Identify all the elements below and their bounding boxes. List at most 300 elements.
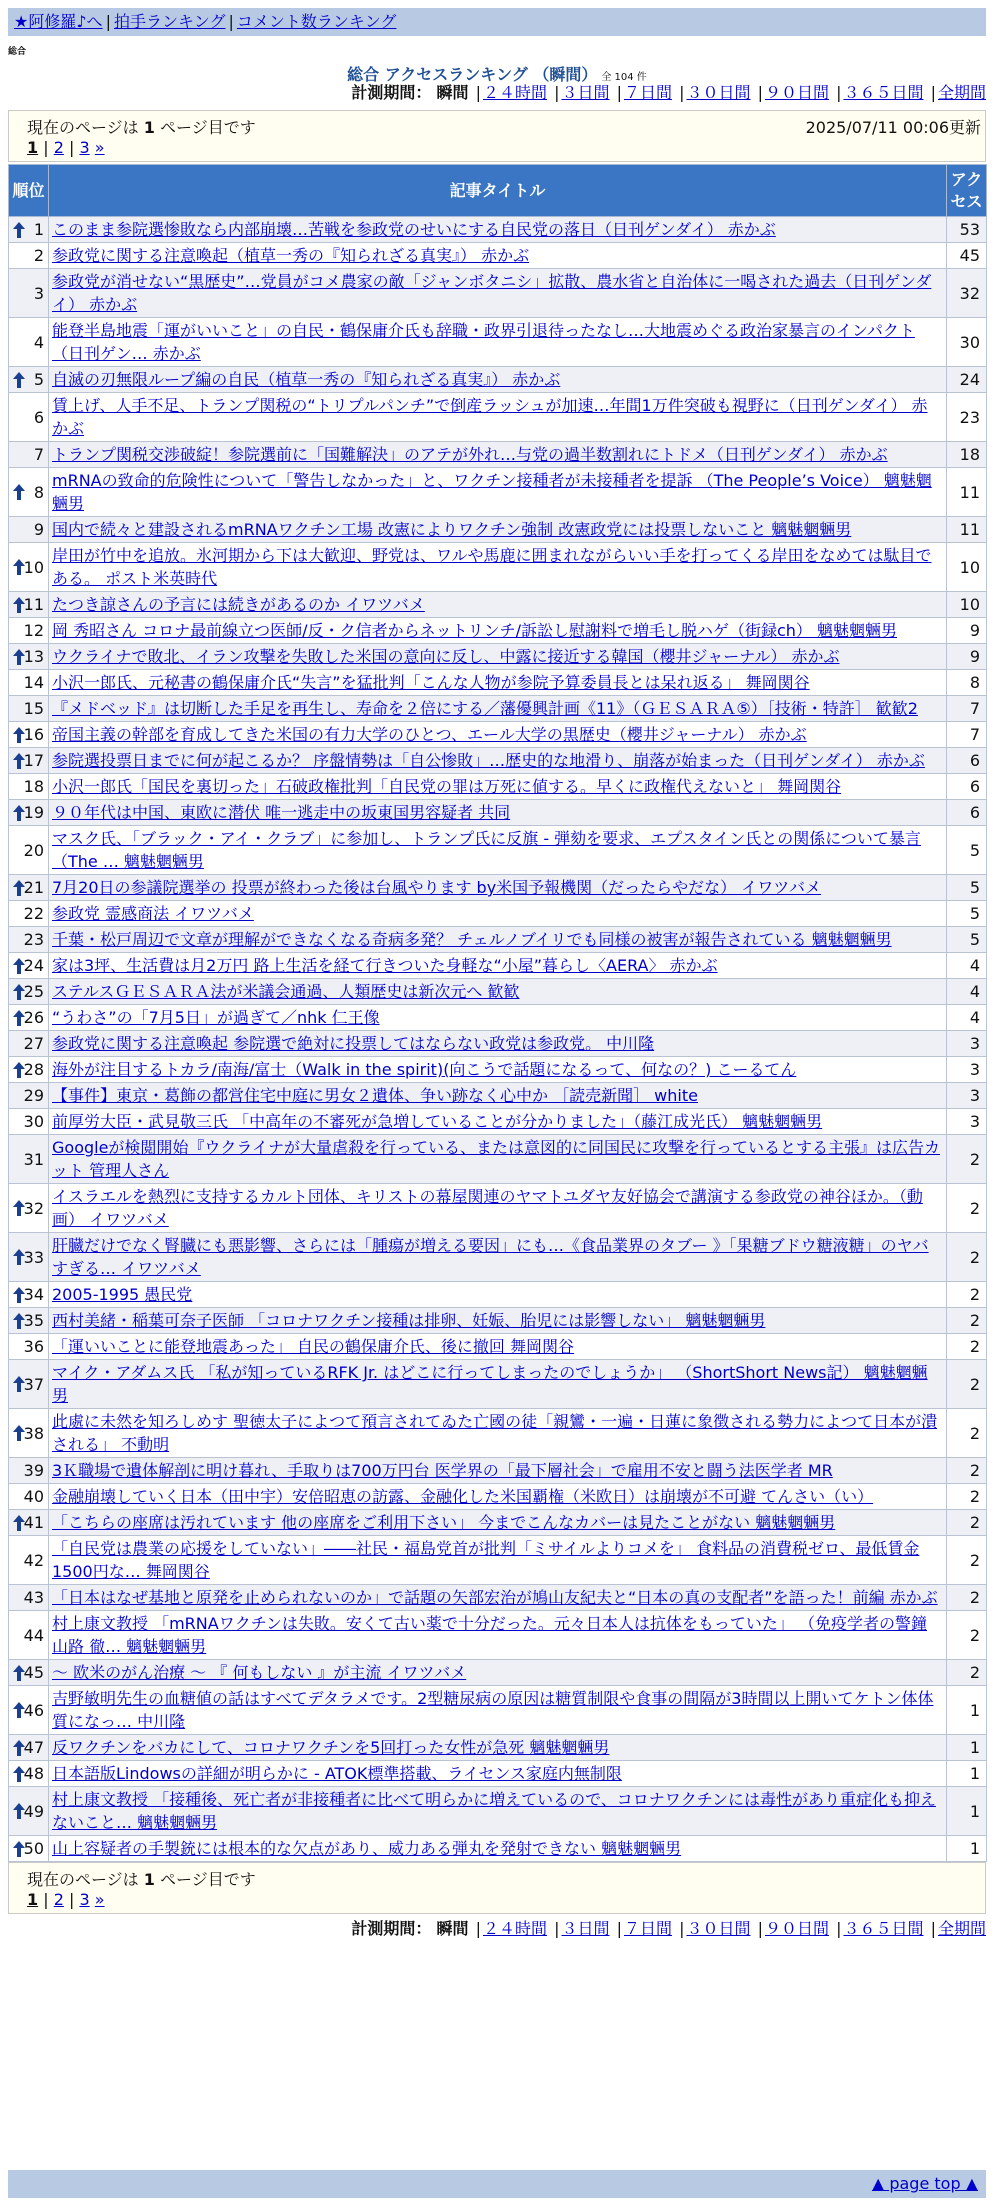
- page-top-link[interactable]: ▲ page top ▲: [871, 2174, 978, 2193]
- access-count: 2: [947, 1233, 987, 1282]
- article-link[interactable]: このまま参院選惨敗なら内部崩壊…苦戦を参政党のせいにする自民党の落日（日刊ゲンダイ） 赤かぶ: [52, 220, 776, 239]
- access-count: 10: [947, 592, 987, 618]
- article-link[interactable]: 参院選投票日までに何が起こるか？ 序盤情勢は「自公惨敗」…歴史的な地滑り、崩落が始まった（日刊ゲンダイ） 赤かぶ: [52, 751, 925, 770]
- table-row: [9, 1109, 987, 1135]
- article-link[interactable]: 【事件】東京・葛飾の都営住宅中庭に男女２遺体、争い跡なく心中か ［読売新聞］ white: [52, 1086, 698, 1105]
- up-arrow-icon: [13, 1287, 25, 1303]
- rank-cell: [9, 1282, 49, 1308]
- rank-number: 31: [23, 1149, 44, 1169]
- access-count: 5: [947, 927, 987, 953]
- access-count: 2: [947, 1360, 987, 1409]
- rank-cell: [9, 953, 49, 979]
- article-link[interactable]: 岸田が竹中を追放。氷河期から下は大歓迎、野党は、ワルや馬鹿に囲まれながらいい手を打ってくる岸田をなめては駄目である。 ポスト米英時代: [52, 546, 932, 588]
- rank-number: 7: [33, 445, 44, 464]
- period-selector-bottom: 計測期間： 瞬間 | ２４時間 | ３日間 | ７日間 | ３０日間 | ９０日間 | ３６５日間 | 全期間: [351, 1919, 986, 1938]
- title-cell: [49, 1458, 947, 1484]
- table-row: [9, 1836, 987, 1862]
- title-cell: [49, 442, 947, 468]
- pager-status: 現在のページは 1 ページ目です: [27, 118, 256, 137]
- access-count: 5: [947, 875, 987, 901]
- article-link[interactable]: 反ワクチンをバカにして、コロナワクチンを5回打った女性が急死 魑魅魍魎男: [52, 1738, 610, 1757]
- rank-cell: [9, 1184, 49, 1233]
- page-current: 1: [27, 1890, 39, 1909]
- up-arrow-icon: [13, 984, 25, 1000]
- table-row: [9, 1510, 987, 1536]
- table-row: [9, 927, 987, 953]
- up-arrow-icon: [13, 1249, 25, 1265]
- table-row: [9, 1611, 987, 1660]
- rank-number: 22: [23, 904, 44, 923]
- rank-cell: [9, 1735, 49, 1761]
- article-link[interactable]: 「こちらの座席は汚れています 他の座席をご利用下さい」 今までこんなカバーは見たことがない 魑魅魍魎男: [52, 1513, 836, 1532]
- article-link[interactable]: 山上容疑者の手製銃には根本的な欠点があり、威力ある弾丸を発射できない 魑魅魍魎男: [52, 1839, 682, 1858]
- title-cell: [49, 468, 947, 517]
- title-cell: [49, 1761, 947, 1787]
- up-arrow-icon: [13, 222, 25, 238]
- up-arrow-icon: [13, 1803, 25, 1819]
- article-link[interactable]: mRNAの致命的危険性について「警告しなかった」と、ワクチン接種者が未接種者を提訴 （The People’s Voice） 魑魅魍魎男: [52, 471, 932, 513]
- title-cell: [49, 1308, 947, 1334]
- title-cell: [49, 953, 947, 979]
- rank-cell: [9, 1031, 49, 1057]
- rank-cell: [9, 217, 49, 243]
- access-count: 2: [947, 1458, 987, 1484]
- access-count: 7: [947, 722, 987, 748]
- rank-number: 32: [23, 1198, 44, 1218]
- title-cell: [49, 217, 947, 243]
- up-arrow-icon: [13, 1841, 25, 1857]
- rank-number: 8: [33, 482, 44, 502]
- nav-link-asyura[interactable]: ★阿修羅♪へ: [14, 12, 103, 31]
- access-count: 11: [947, 468, 987, 517]
- rank-cell: [9, 1083, 49, 1109]
- rank-number: 21: [23, 878, 44, 897]
- access-count: 9: [947, 618, 987, 644]
- table-row: [9, 1536, 987, 1585]
- article-link[interactable]: 能登半島地震「運がいいこと」の自民・鶴保庸介氏も辞職・政界引退待ったなし…大地震めぐる政治家暴言のインパクト（日刊ゲン… 赤かぶ: [52, 321, 915, 363]
- rank-cell: [9, 1005, 49, 1031]
- access-count: 4: [947, 953, 987, 979]
- access-count: 2: [947, 1660, 987, 1686]
- page-link-3[interactable]: 3: [79, 138, 90, 157]
- access-count: 2: [947, 1611, 987, 1660]
- rank-number: 49: [23, 1801, 44, 1821]
- article-link[interactable]: 「運いいことに能登地震あった」 自民の鶴保庸介氏、後に撤回 舞岡関谷: [52, 1337, 575, 1356]
- title-cell: [49, 748, 947, 774]
- rank-number: 43: [23, 1588, 44, 1607]
- article-link[interactable]: 此處に未然を知ろしめす 聖徳太子によつて預言されてゐた亡國の徒「親鸞・一遍・日蓮に象徴される勢力によつて日本が潰される」 不動明: [52, 1412, 938, 1454]
- access-count: 2: [947, 1135, 987, 1184]
- article-link[interactable]: 参政党に関する注意喚起（植草一秀の『知られざる真実』） 赤かぶ: [52, 246, 530, 265]
- rank-number: 9: [33, 520, 44, 539]
- up-arrow-icon: [13, 1313, 25, 1329]
- article-link[interactable]: たつき諒さんの予言には続きがあるのか イワツバメ: [52, 595, 425, 614]
- title-cell: [49, 774, 947, 800]
- access-count: 2: [947, 1308, 987, 1334]
- article-link[interactable]: 国内で続々と建設されるmRNAワクチン工場 改憲によりワクチン強制 改憲政党には投票しないこと 魑魅魍魎男: [52, 520, 852, 539]
- up-arrow-icon: [13, 1425, 25, 1441]
- rank-number: 1: [33, 220, 44, 239]
- title-cell: [49, 696, 947, 722]
- top-nav-bar: [8, 8, 986, 36]
- table-header-row: [9, 165, 987, 217]
- period-3d[interactable]: ３日間: [561, 1919, 610, 1938]
- title-cell: [49, 592, 947, 618]
- article-link[interactable]: 2005-1995 愚民党: [52, 1285, 193, 1304]
- table-row: [9, 1005, 987, 1031]
- period-30d[interactable]: ３０日間: [686, 1919, 751, 1938]
- up-arrow-icon: [13, 484, 25, 500]
- title-cell: [49, 1585, 947, 1611]
- period-365d[interactable]: ３６５日間: [843, 1919, 924, 1938]
- page-next-link[interactable]: »: [94, 138, 105, 157]
- table-row: [9, 670, 987, 696]
- period-all[interactable]: 全期間: [937, 83, 986, 102]
- article-link[interactable]: 西村美緒・稲葉可奈子医師 「コロナワクチン接種は排卵、妊娠、胎児には影響しない」 魑魅魍魎男: [52, 1311, 766, 1330]
- article-link[interactable]: Googleが検閲開始『ウクライナが大量虐殺を行っている、または意図的に同国民に攻撃を行っているとする主張』は広告カット 管理人さん: [52, 1138, 940, 1180]
- page-current: 1: [27, 138, 39, 157]
- rank-number: 25: [23, 982, 44, 1001]
- access-count: 1: [947, 1735, 987, 1761]
- rank-cell: [9, 1409, 49, 1458]
- article-link[interactable]: イスラエルを熱烈に支持するカルト団体、キリストの幕屋関連のヤマトユダヤ友好協会で講演する参政党の神谷ほか。（動画） イワツバメ: [52, 1187, 923, 1229]
- access-count: 1: [947, 1787, 987, 1836]
- title-cell: [49, 393, 947, 442]
- rank-number: 15: [23, 699, 44, 718]
- rank-number: 47: [23, 1738, 44, 1757]
- period-365d[interactable]: ３６５日間: [843, 83, 924, 102]
- table-row: [9, 800, 987, 826]
- page-next-link[interactable]: »: [94, 1890, 105, 1909]
- header-rank: 順位: [9, 165, 49, 217]
- title-cell: [49, 1282, 947, 1308]
- title-cell: [49, 1735, 947, 1761]
- rank-number: 17: [23, 751, 44, 770]
- title-cell: [49, 1484, 947, 1510]
- table-row: [9, 318, 987, 367]
- article-link[interactable]: 小沢一郎氏、元秘書の鶴保庸介氏“失言”を猛批判「こんな人物が参院予算委員長とは呆れ返る」 舞岡関谷: [52, 673, 810, 692]
- up-arrow-icon: [13, 805, 25, 821]
- title-cell: [49, 1083, 947, 1109]
- period-24h[interactable]: ２４時間: [482, 1919, 547, 1938]
- access-count: 9: [947, 644, 987, 670]
- title-cell: [49, 901, 947, 927]
- ranking-table: [8, 164, 987, 1862]
- article-link[interactable]: ステルスＧＥＳＡＲＡ法が米議会通過、人類歴史は新次元へ 歓歓: [52, 982, 520, 1001]
- rank-cell: [9, 1836, 49, 1862]
- rank-cell: [9, 393, 49, 442]
- title-cell: [49, 1005, 947, 1031]
- period-7d[interactable]: ７日間: [623, 83, 672, 102]
- table-row: [9, 1233, 987, 1282]
- article-link[interactable]: 岡 秀昭さん コロナ最前線立つ医師/反・ク信者からネットリンチ/訴訟し慰謝料で増毛し脱ハゲ（街録ch） 魑魅魍魎男: [52, 621, 897, 640]
- title-cell: [49, 318, 947, 367]
- title-cell: [49, 927, 947, 953]
- article-link[interactable]: 前厚労大臣・武見敬三氏 「中高年の不審死が急増していることが分かりました」（藤江成光氏） 魑魅魍魎男: [52, 1112, 823, 1131]
- period-all[interactable]: 全期間: [937, 1919, 986, 1938]
- ranking-body: [9, 217, 987, 1862]
- rank-number: 34: [23, 1285, 44, 1304]
- article-link[interactable]: 『メドベッド』は切断した手足を再生し、寿命を２倍にする／藩優興計画《11》（ＧＥＳＡＲＡ⑤）［技術・特許］ 歓歓2: [52, 699, 918, 718]
- rank-cell: [9, 1787, 49, 1836]
- rank-number: 26: [23, 1008, 44, 1027]
- article-link[interactable]: マイク・アダムス氏 「私が知っているRFK Jr. はどこに行ってしまったのでしょうか」 （ShortShort News記） 魑魅魍魎男: [52, 1363, 928, 1405]
- page-link-2[interactable]: 2: [53, 138, 64, 157]
- table-row: [9, 644, 987, 670]
- article-link[interactable]: マスク氏、「ブラック・アイ・クラブ」に参加し、トランプ氏に反旗 - 弾劾を要求、エプスタイン氏との関係について暴言（The … 魑魅魍魎男: [52, 829, 921, 871]
- table-row: [9, 1308, 987, 1334]
- table-row: [9, 1585, 987, 1611]
- table-row: [9, 1282, 987, 1308]
- period-current: 瞬間: [436, 83, 469, 102]
- access-count: 3: [947, 1109, 987, 1135]
- title-cell: [49, 1057, 947, 1083]
- table-row: [9, 217, 987, 243]
- table-row: [9, 592, 987, 618]
- rank-number: 41: [23, 1513, 44, 1532]
- up-arrow-icon: [13, 1200, 25, 1216]
- pager-status-bottom: 現在のページは 1 ページ目です: [27, 1870, 256, 1889]
- rank-number: 39: [23, 1461, 44, 1480]
- nav-separator: |: [105, 12, 111, 31]
- rank-number: 40: [23, 1487, 44, 1506]
- rank-number: 12: [23, 621, 44, 640]
- title-cell: [49, 1109, 947, 1135]
- article-link[interactable]: 自滅の刃無限ループ編の自民（植草一秀の『知られざる真実』） 赤かぶ: [52, 370, 561, 389]
- title-cell: [49, 269, 947, 318]
- title-cell: [49, 1836, 947, 1862]
- rank-cell: [9, 618, 49, 644]
- access-count: 5: [947, 826, 987, 875]
- rank-number: 45: [23, 1663, 44, 1682]
- table-row: [9, 1031, 987, 1057]
- rank-number: 20: [23, 840, 44, 860]
- nav-separator: |: [228, 12, 234, 31]
- rank-cell: [9, 318, 49, 367]
- rank-cell: [9, 442, 49, 468]
- article-link[interactable]: 海外が注目するトカラ/南海/富士（Walk in the spirit)(向こうで話題になるって、何なの？) こーるてん: [52, 1060, 797, 1079]
- title-cell: [49, 367, 947, 393]
- table-row: [9, 1334, 987, 1360]
- access-count: 7: [947, 696, 987, 722]
- access-count: 23: [947, 393, 987, 442]
- access-count: 2: [947, 1510, 987, 1536]
- rank-cell: [9, 1536, 49, 1585]
- rank-cell: [9, 826, 49, 875]
- article-link[interactable]: 小沢一郎氏「国民を裏切った」石破政権批判「自民党の罪は万死に値する。早くに政権代えないと」 舞岡関谷: [52, 777, 842, 796]
- rank-number: 2: [33, 246, 44, 265]
- access-count: 30: [947, 318, 987, 367]
- rank-cell: [9, 1308, 49, 1334]
- pager-top: [8, 110, 986, 162]
- update-time: 2025/07/11 00:06更新: [805, 118, 981, 137]
- up-arrow-icon: [13, 753, 25, 769]
- up-arrow-icon: [13, 727, 25, 743]
- rank-number: 19: [23, 803, 44, 822]
- article-link[interactable]: 千葉・松戸周辺で文章が理解ができなくなる奇病多発？ チェルノブイリでも同様の被害が報告されている 魑魅魍魎男: [52, 930, 892, 949]
- rank-number: 38: [23, 1423, 44, 1443]
- rank-number: 16: [23, 725, 44, 744]
- access-count: 2: [947, 1282, 987, 1308]
- article-link[interactable]: 「日本はなぜ基地と原発を止められないのか」で話題の矢部宏治が鳩山友紀夫と“日本の真の支配者”を語った！前編 赤かぶ: [52, 1588, 938, 1607]
- rank-cell: [9, 644, 49, 670]
- article-link[interactable]: 参政党が消せない“黒歴史”…党員がコメ農家の敵「ジャンボタニシ」拡散、農水省と自治体に一喝された過去（日刊ゲンダイ） 赤かぶ: [52, 272, 932, 314]
- rank-number: 33: [23, 1247, 44, 1267]
- table-row: [9, 393, 987, 442]
- rank-cell: [9, 269, 49, 318]
- access-count: 1: [947, 1686, 987, 1735]
- article-link[interactable]: “うわさ”の「7月5日」が過ぎて／nhk 仁王像: [52, 1008, 380, 1027]
- rank-number: 10: [23, 557, 44, 577]
- article-link[interactable]: 肝臓だけでなく腎臓にも悪影響、さらには「腫瘍が増える要因」にも…《食品業界のタブー 》「果糖ブドウ糖液糖」のヤバすぎる… イワツバメ: [52, 1236, 929, 1278]
- header-access: アクセス: [947, 165, 987, 217]
- article-link[interactable]: 「自民党は農業の応援をしていない」――社民・福島党首が批判「ミサイルよりコメを」 食料品の消費税ゼロ、最低賃金1500円な… 舞岡関谷: [52, 1539, 920, 1581]
- title-cell: [49, 1334, 947, 1360]
- rank-cell: [9, 1585, 49, 1611]
- period-90d[interactable]: ９０日間: [764, 83, 829, 102]
- title-cell: [49, 543, 947, 592]
- period-30d[interactable]: ３０日間: [686, 83, 751, 102]
- rank-number: 50: [23, 1839, 44, 1858]
- title-cell: [49, 800, 947, 826]
- access-count: 1: [947, 1836, 987, 1862]
- rank-cell: [9, 1334, 49, 1360]
- title-cell: [49, 1233, 947, 1282]
- rank-cell: [9, 774, 49, 800]
- period-90d[interactable]: ９０日間: [764, 1919, 829, 1938]
- rank-cell: [9, 1510, 49, 1536]
- rank-number: 5: [33, 370, 44, 389]
- access-count: 2: [947, 1334, 987, 1360]
- article-link[interactable]: ～ 欧米のがん治療 ～ 『 何もしない 』が主流 イワツバメ: [52, 1663, 467, 1682]
- page-links-bottom: 1 | 2 | 3 »: [27, 1890, 105, 1909]
- table-row: [9, 1360, 987, 1409]
- page-link-3[interactable]: 3: [79, 1890, 90, 1909]
- article-link[interactable]: 参政党 霊感商法 イワツバメ: [52, 904, 254, 923]
- up-arrow-icon: [13, 649, 25, 665]
- up-arrow-icon: [13, 1010, 25, 1026]
- table-row: [9, 722, 987, 748]
- title-cell: [49, 875, 947, 901]
- table-row: [9, 953, 987, 979]
- rank-cell: [9, 748, 49, 774]
- table-row: [9, 367, 987, 393]
- up-arrow-icon: [13, 1376, 25, 1392]
- title-cell: [49, 670, 947, 696]
- article-link[interactable]: 賃上げ、人手不足、トランプ関税の“トリプルパンチ”で倒産ラッシュが加速…年間1万件突破も視野に（日刊ゲンダイ） 赤かぶ: [52, 396, 928, 438]
- table-row: [9, 442, 987, 468]
- title-cell: [49, 1184, 947, 1233]
- table-row: [9, 748, 987, 774]
- access-count: 53: [947, 217, 987, 243]
- up-arrow-icon: [13, 372, 25, 388]
- table-row: [9, 875, 987, 901]
- title-cell: [49, 826, 947, 875]
- rank-cell: [9, 1233, 49, 1282]
- rank-number: 23: [23, 930, 44, 949]
- table-row: [9, 1761, 987, 1787]
- rank-cell: [9, 517, 49, 543]
- article-link[interactable]: 日本語版Lindowsの詳細が明らかに - ATOK標準搭載、ライセンス家庭内無制限: [52, 1764, 622, 1783]
- rank-number: 42: [23, 1550, 44, 1570]
- article-link[interactable]: 金融崩壊していく日本（田中宇）安倍昭恵の訪露、金融化した米国覇権（米欧日）は崩壊が不可避 てんさい（い）: [52, 1487, 874, 1506]
- rank-cell: [9, 1135, 49, 1184]
- up-arrow-icon: [13, 1740, 25, 1756]
- article-link[interactable]: ９０年代は中国、東欧に潜伏 唯一逃走中の坂東国男容疑者 共同: [52, 803, 511, 822]
- access-count: 8: [947, 670, 987, 696]
- page-link-2[interactable]: 2: [53, 1890, 64, 1909]
- article-link[interactable]: 村上康文教授 「mRNAワクチンは失敗。安くて古い薬で十分だった。元々日本人は抗体をもっていた」 （免疫学者の警鐘 山路 徹… 魑魅魍魎男: [52, 1614, 927, 1656]
- rank-cell: [9, 1660, 49, 1686]
- rank-cell: [9, 1057, 49, 1083]
- table-row: [9, 618, 987, 644]
- rank-cell: [9, 1686, 49, 1735]
- rank-cell: [9, 696, 49, 722]
- access-count: 6: [947, 774, 987, 800]
- header-title: 記事タイトル: [49, 165, 947, 217]
- rank-cell: [9, 901, 49, 927]
- up-arrow-icon: [13, 559, 25, 575]
- period-24h[interactable]: ２４時間: [482, 83, 547, 102]
- rank-cell: [9, 468, 49, 517]
- rank-cell: [9, 1611, 49, 1660]
- access-count: 4: [947, 979, 987, 1005]
- article-link[interactable]: 家は3坪、生活費は月2万円 路上生活を経て行きついた身軽な“小屋”暮らし〈AERA〉 赤かぶ: [52, 956, 718, 975]
- rank-number: 48: [23, 1764, 44, 1783]
- article-link[interactable]: 3Ｋ職場で遺体解剖に明け暮れ、手取りは700万円台 医学界の「最下層社会」で雇用不安と闘う法医学者 MR: [52, 1461, 833, 1480]
- title-cell: [49, 618, 947, 644]
- title-cell: [49, 1510, 947, 1536]
- title-cell: [49, 1536, 947, 1585]
- table-row: [9, 243, 987, 269]
- up-arrow-icon: [13, 1766, 25, 1782]
- article-link[interactable]: 村上康文教授 「接種後、死亡者が非接種者に比べて明らかに増えているので、コロナワクチンには毒性があり重症化も抑えないこと… 魑魅魍魎男: [52, 1790, 936, 1832]
- nav-link-applause-ranking[interactable]: 拍手ランキング: [113, 12, 226, 31]
- period-3d[interactable]: ３日間: [561, 83, 610, 102]
- table-row: [9, 1057, 987, 1083]
- rank-cell: [9, 1761, 49, 1787]
- title-cell: [49, 517, 947, 543]
- article-link[interactable]: 7月20日の参議院選挙の 投票が終わった後は台風やります by米国予報機関（だったらやだな） イワツバメ: [52, 878, 821, 897]
- rank-cell: [9, 1458, 49, 1484]
- table-row: [9, 1686, 987, 1735]
- table-row: [9, 979, 987, 1005]
- table-row: [9, 1660, 987, 1686]
- period-7d[interactable]: ７日間: [623, 1919, 672, 1938]
- rank-number: 24: [23, 956, 44, 975]
- article-link[interactable]: トランプ関税交渉破綻！参院選前に「国難解決」のアテが外れ…与党の過半数割れにトドメ（日刊ゲンダイ） 赤かぶ: [52, 445, 888, 464]
- article-link[interactable]: ウクライナで敗北、イラン攻撃を失敗した米国の意向に反し、中露に接近する韓国（櫻井ジャーナル） 赤かぶ: [52, 647, 840, 666]
- rank-number: 27: [23, 1034, 44, 1053]
- title-cell: [49, 243, 947, 269]
- access-count: 2: [947, 1184, 987, 1233]
- rank-cell: [9, 1109, 49, 1135]
- table-row: [9, 1083, 987, 1109]
- access-count: 2: [947, 1484, 987, 1510]
- up-arrow-icon: [13, 1665, 25, 1681]
- table-row: [9, 826, 987, 875]
- title-cell: [49, 1135, 947, 1184]
- nav-link-comment-ranking[interactable]: コメント数ランキング: [236, 12, 397, 31]
- title-cell: [49, 1686, 947, 1735]
- access-count: 24: [947, 367, 987, 393]
- access-count: 6: [947, 748, 987, 774]
- rank-number: 36: [23, 1337, 44, 1356]
- article-link[interactable]: 参政党に関する注意喚起 参院選で絶対に投票してはならない政党は参政党。 中川隆: [52, 1034, 655, 1053]
- article-link[interactable]: 帝国主義の幹部を育成してきた米国の有力大学のひとつ、エール大学の黒歴史（櫻井ジャーナル） 赤かぶ: [52, 725, 807, 744]
- article-link[interactable]: 吉野敏明先生の血糖値の話はすべてデタラメです。2型糖尿病の原因は糖質制限や食事の間隔が3時間以上開いてケトン体体質になっ… 中川隆: [52, 1689, 934, 1731]
- table-row: [9, 696, 987, 722]
